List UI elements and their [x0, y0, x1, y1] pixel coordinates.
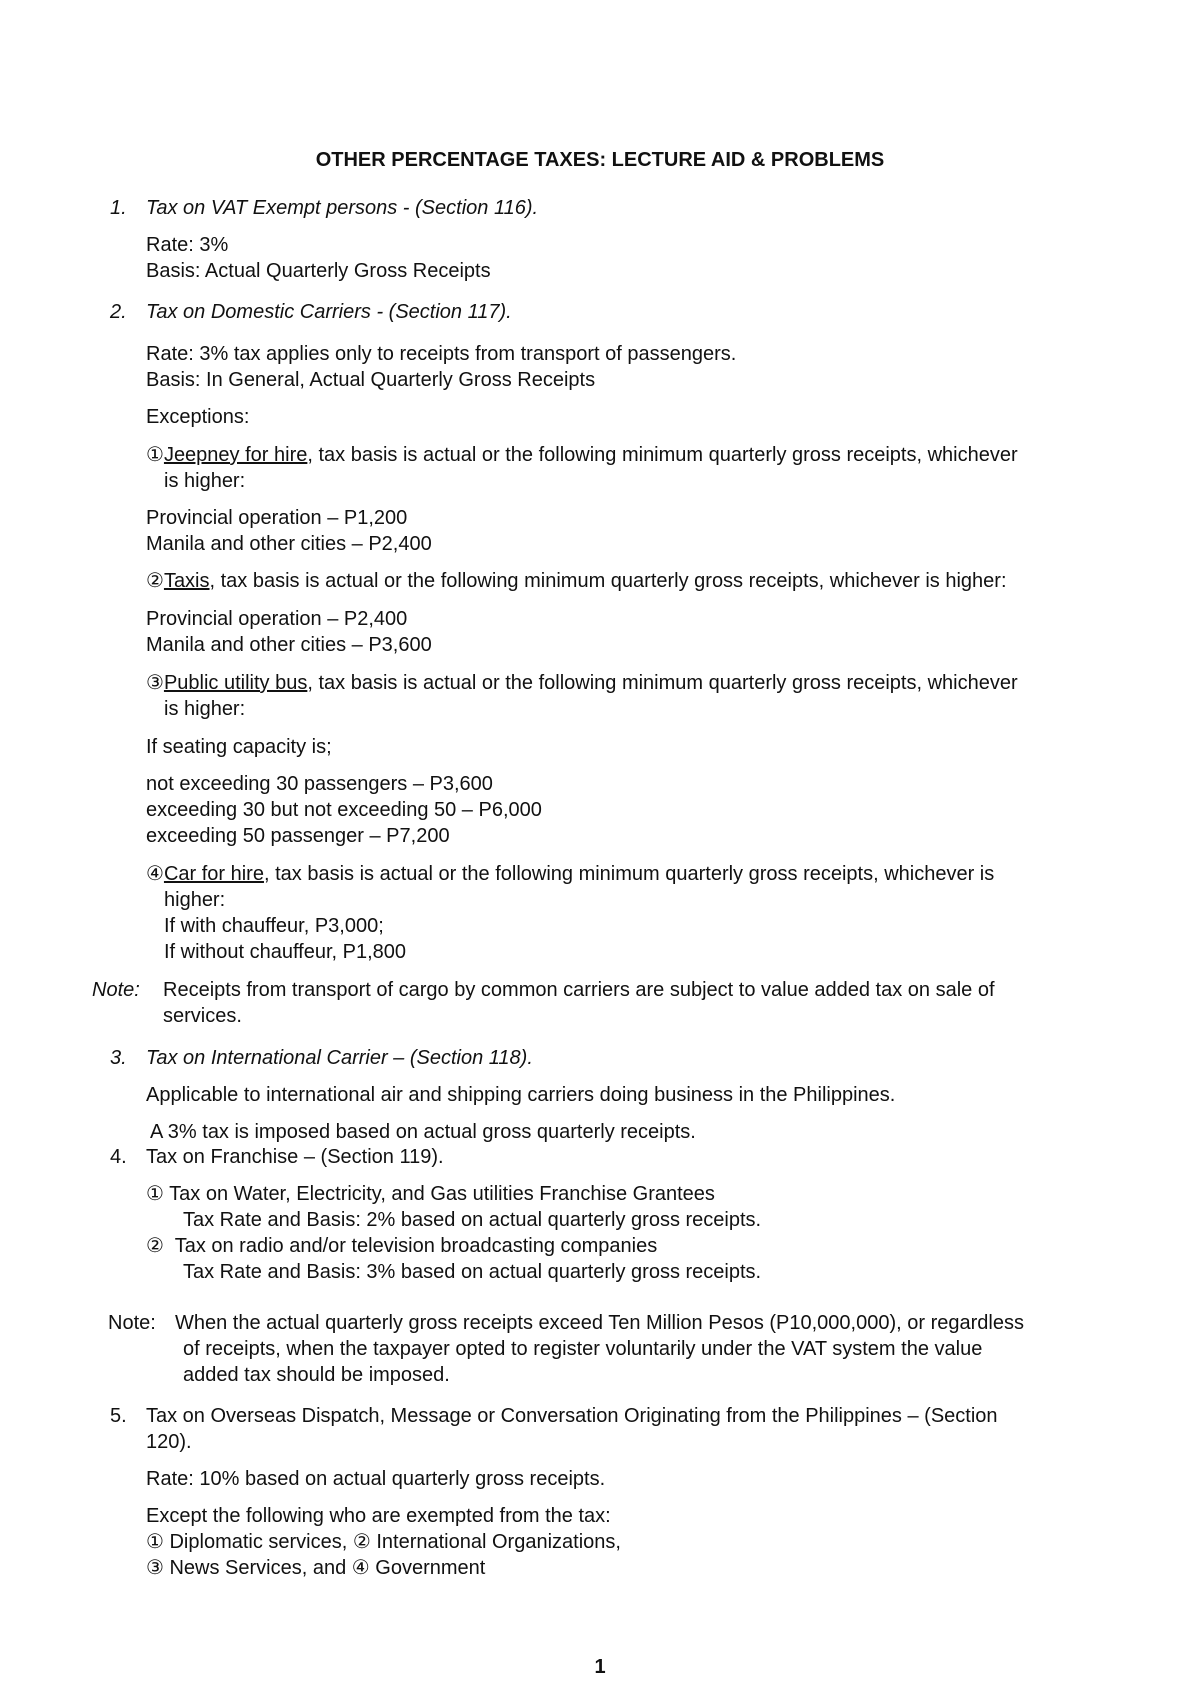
franchise-b-title: Tax on radio and/or television broadcasting companies: [174, 1235, 658, 1257]
exception-jeepney: [146, 442, 1018, 468]
section-5-list-1: ① Diplomatic services, ② International Organizations,: [146, 1531, 621, 1553]
car-text-cont: higher:: [164, 889, 226, 911]
section-3-heading: Tax on International Carrier – (Section 118).: [146, 1047, 533, 1069]
bus-text-cont: is higher:: [164, 698, 246, 720]
page-number: 1: [594, 1656, 606, 1678]
note-1-label: Note:: [92, 979, 140, 1001]
section-3-p1: Applicable to international air and shipping carriers doing business in the Philippines.: [146, 1084, 896, 1106]
bus-tier-a: not exceeding 30 passengers – P3,600: [146, 773, 493, 795]
jeepney-term: Jeepney for hire: [163, 444, 308, 466]
note-2-text: When the actual quarterly gross receipts exceed Ten Million Pesos (P10,000,000), or regardless: [175, 1312, 1024, 1334]
section-5-heading: Tax on Overseas Dispatch, Message or Conversation Originating from the Philippines – (Section: [146, 1405, 998, 1427]
franchise-a: [146, 1181, 715, 1207]
franchise-b-rate: Tax Rate and Basis: 3% based on actual quarterly gross receipts.: [183, 1261, 762, 1283]
taxis-text: , tax basis is actual or the following minimum quarterly gross receipts, whichever is higher:: [209, 570, 1007, 592]
jeepney-text-cont: is higher:: [164, 470, 246, 492]
section-5-heading-cont: 120).: [146, 1431, 192, 1453]
franchise-a-title: Tax on Water, Electricity, and Gas utilities Franchise Grantees: [169, 1183, 715, 1205]
section-5-rate: Rate: 10% based on actual quarterly gross receipts.: [146, 1468, 606, 1490]
note-2-label: Note:: [108, 1312, 156, 1334]
car-term: Car for hire: [163, 863, 264, 885]
marker-3-icon: ③: [146, 672, 164, 694]
section-2-heading: Tax on Domestic Carriers - (Section 117).: [146, 301, 512, 323]
section-2-rate: Rate: 3% tax applies only to receipts from transport of passengers.: [146, 343, 737, 365]
exception-taxis: [146, 568, 1007, 594]
section-3-number: 3.: [110, 1047, 127, 1069]
section-2-number: 2.: [110, 301, 127, 323]
car-without-chauffeur: If without chauffeur, P1,800: [164, 941, 407, 963]
section-1-basis: Basis: Actual Quarterly Gross Receipts: [146, 260, 491, 282]
car-text: , tax basis is actual or the following minimum quarterly gross receipts, whichever is: [263, 863, 995, 885]
note-2-text-cont: of receipts, when the taxpayer opted to register voluntarily under the VAT system the value: [183, 1338, 983, 1360]
exceptions-label: Exceptions:: [146, 406, 250, 428]
jeepney-provincial: Provincial operation – P1,200: [146, 507, 408, 529]
bus-text: , tax basis is actual or the following minimum quarterly gross receipts, whichever: [307, 672, 1018, 694]
note-2-text-end: added tax should be imposed.: [183, 1364, 450, 1386]
jeepney-text: , tax basis is actual or the following minimum quarterly gross receipts, whichever: [307, 444, 1018, 466]
section-3-p2: A 3% tax is imposed based on actual gross quarterly receipts.: [150, 1121, 696, 1143]
marker-4-icon: ④: [146, 863, 164, 885]
franchise-b: [146, 1233, 657, 1259]
section-5-number: 5.: [110, 1405, 127, 1427]
section-2-basis: Basis: In General, Actual Quarterly Gross Receipts: [146, 369, 596, 391]
exception-bus: [146, 670, 1018, 696]
section-1-rate: Rate: 3%: [146, 234, 229, 256]
bus-term: Public utility bus: [163, 672, 308, 694]
franchise-a-rate: Tax Rate and Basis: 2% based on actual quarterly gross receipts.: [183, 1209, 762, 1231]
bus-tier-b: exceeding 30 but not exceeding 50 – P6,000: [146, 799, 542, 821]
car-with-chauffeur: If with chauffeur, P3,000;: [164, 915, 384, 937]
taxis-manila: Manila and other cities – P3,600: [146, 634, 432, 656]
section-5-list-2: ③ News Services, and ④ Government: [146, 1557, 486, 1579]
taxis-provincial: Provincial operation – P2,400: [146, 608, 408, 630]
section-4-heading: Tax on Franchise – (Section 119).: [146, 1146, 444, 1168]
note-1-text: Receipts from transport of cargo by common carriers are subject to value added tax on sale of: [163, 979, 995, 1001]
section-1-heading: Tax on VAT Exempt persons - (Section 116).: [146, 197, 539, 219]
section-1-number: 1.: [110, 197, 127, 219]
bus-seating: If seating capacity is;: [146, 736, 332, 758]
note-1-text-cont: services.: [163, 1005, 242, 1027]
marker-b-icon: ②: [146, 1235, 164, 1257]
bus-tier-c: exceeding 50 passenger – P7,200: [146, 825, 450, 847]
section-4-number: 4.: [110, 1146, 127, 1168]
section-5-except: Except the following who are exempted from the tax:: [146, 1505, 611, 1527]
exception-car: [146, 861, 994, 887]
taxis-term: Taxis: [163, 570, 210, 592]
jeepney-manila: Manila and other cities – P2,400: [146, 533, 432, 555]
marker-a-icon: ①: [146, 1183, 164, 1205]
document-title: OTHER PERCENTAGE TAXES: LECTURE AID & PROBLEMS: [315, 149, 885, 171]
marker-1-icon: ①: [146, 444, 164, 466]
marker-2-icon: ②: [146, 570, 164, 592]
